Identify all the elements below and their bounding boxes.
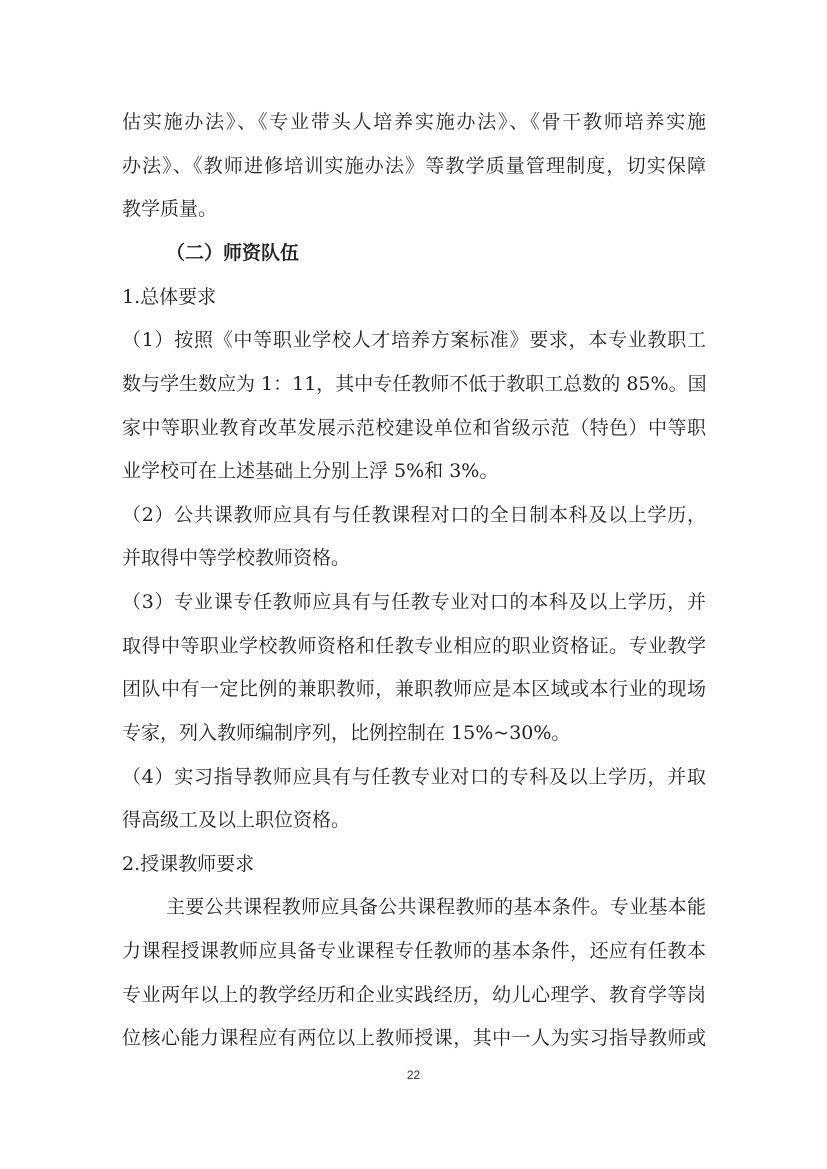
text-line: （2）公共课教师应具有与任教课程对口的全日制本科及以上学历，	[122, 504, 706, 526]
text-line: 业学校可在上述基础上分别上浮 5%和 3%。	[122, 460, 499, 482]
subsection-heading: 1.总体要求	[122, 286, 217, 308]
text-line: 力课程授课教师应具备专业课程专任教师的基本条件，还应有任教本	[122, 940, 706, 962]
text-line: 专业两年以上的教学经历和企业实践经历，幼儿心理学、教育学等岗	[122, 984, 706, 1006]
text-line: 办法》、《教师进修培训实施办法》等教学质量管理制度，切实保障	[122, 155, 706, 177]
text-line: 教学质量。	[122, 198, 218, 220]
text-line: 位核心能力课程应有两位以上教师授课，其中一人为实习指导教师或	[122, 1027, 706, 1049]
text-line: 取得中等职业学校教师资格和任教专业相应的职业资格证。专业教学	[122, 635, 706, 657]
text-line: 并取得中等学校教师资格。	[122, 547, 351, 569]
page-number: 22	[406, 1068, 421, 1082]
text-line: （1）按照《中等职业学校人才培养方案标准》要求，本专业教职工	[122, 329, 706, 351]
text-line: 专家，列入教师编制序列，比例控制在 15%~30%。	[122, 722, 571, 744]
subsection-heading: 2.授课教师要求	[122, 853, 255, 875]
section-heading: （二）师资队伍	[166, 242, 300, 264]
text-line: 数与学生数应为 1：11，其中专任教师不低于教职工总数的 85%。国	[122, 373, 707, 395]
text-line: （4）实习指导教师应具有与任教专业对口的专科及以上学历，并取	[122, 766, 706, 788]
text-line: 团队中有一定比例的兼职教师，兼职教师应是本区域或本行业的现场	[122, 678, 706, 700]
text-line: 得高级工及以上职位资格。	[122, 809, 351, 831]
text-line: 估实施办法》、《专业带头人培养实施办法》、《骨干教师培养实施	[122, 111, 706, 133]
text-line: 主要公共课程教师应具备公共课程教师的基本条件。专业基本能	[166, 896, 706, 918]
text-line: 家中等职业教育改革发展示范校建设单位和省级示范（特色）中等职	[122, 417, 706, 439]
text-line: （3）专业课专任教师应具有与任教专业对口的本科及以上学历，并	[122, 591, 706, 613]
